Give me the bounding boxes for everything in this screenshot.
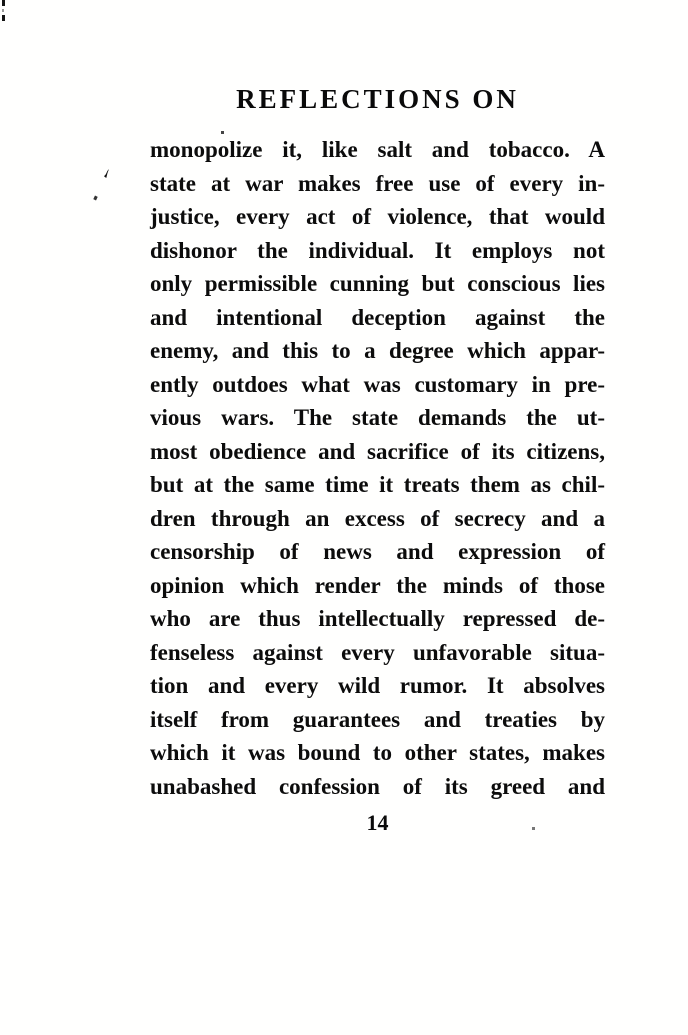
text-line: unabashed confession of its greed and [150,773,605,799]
text-line: opinion which render the minds of those [150,572,605,598]
text-line: and intentional deception against the [150,304,605,330]
running-header: REFLECTIONS ON [236,84,519,114]
scan-artifact-dash [2,9,4,12]
text-line: dren through an excess of secrecy and a [150,505,605,531]
text-line: tion and every wild rumor. It absolves [150,673,605,698]
text-line: but at the same time it treats them as chil- [150,472,605,497]
text-line: dishonor the individual. It employs not [150,237,605,263]
scan-artifact-dash [2,15,5,21]
text-line: who are thus intellectually repressed de- [150,606,605,631]
text-line: ently outdoes what was customary in pre- [150,371,605,397]
scan-artifact-speck [93,196,97,201]
text-line: which it was bound to other states, makes [150,740,605,765]
text-line: itself from guarantees and treaties by [150,706,605,732]
text-line: most obedience and sacrifice of its citizens, [150,438,605,464]
text-line: censorship of news and expression of [150,539,605,564]
text-line: vious wars. The state demands the ut- [150,405,605,430]
text-line: enemy, and this to a degree which appar- [150,338,605,363]
text-line: state at war makes free use of every in- [150,170,605,196]
scan-artifact-speck [221,131,224,134]
text-line: justice, every act of violence, that would [150,204,605,229]
scan-artifact-tick-mark [102,167,110,180]
text-line: only permissible cunning but conscious lies [150,271,605,296]
scan-artifact-dash [2,0,5,6]
body-text [150,133,605,803]
text-line: monopolize it, like salt and tobacco. A [150,137,605,162]
text-line: fenseless against every unfavorable situa- [150,639,605,665]
scan-artifact-speck [532,827,535,830]
page-number: 14 [366,810,389,835]
